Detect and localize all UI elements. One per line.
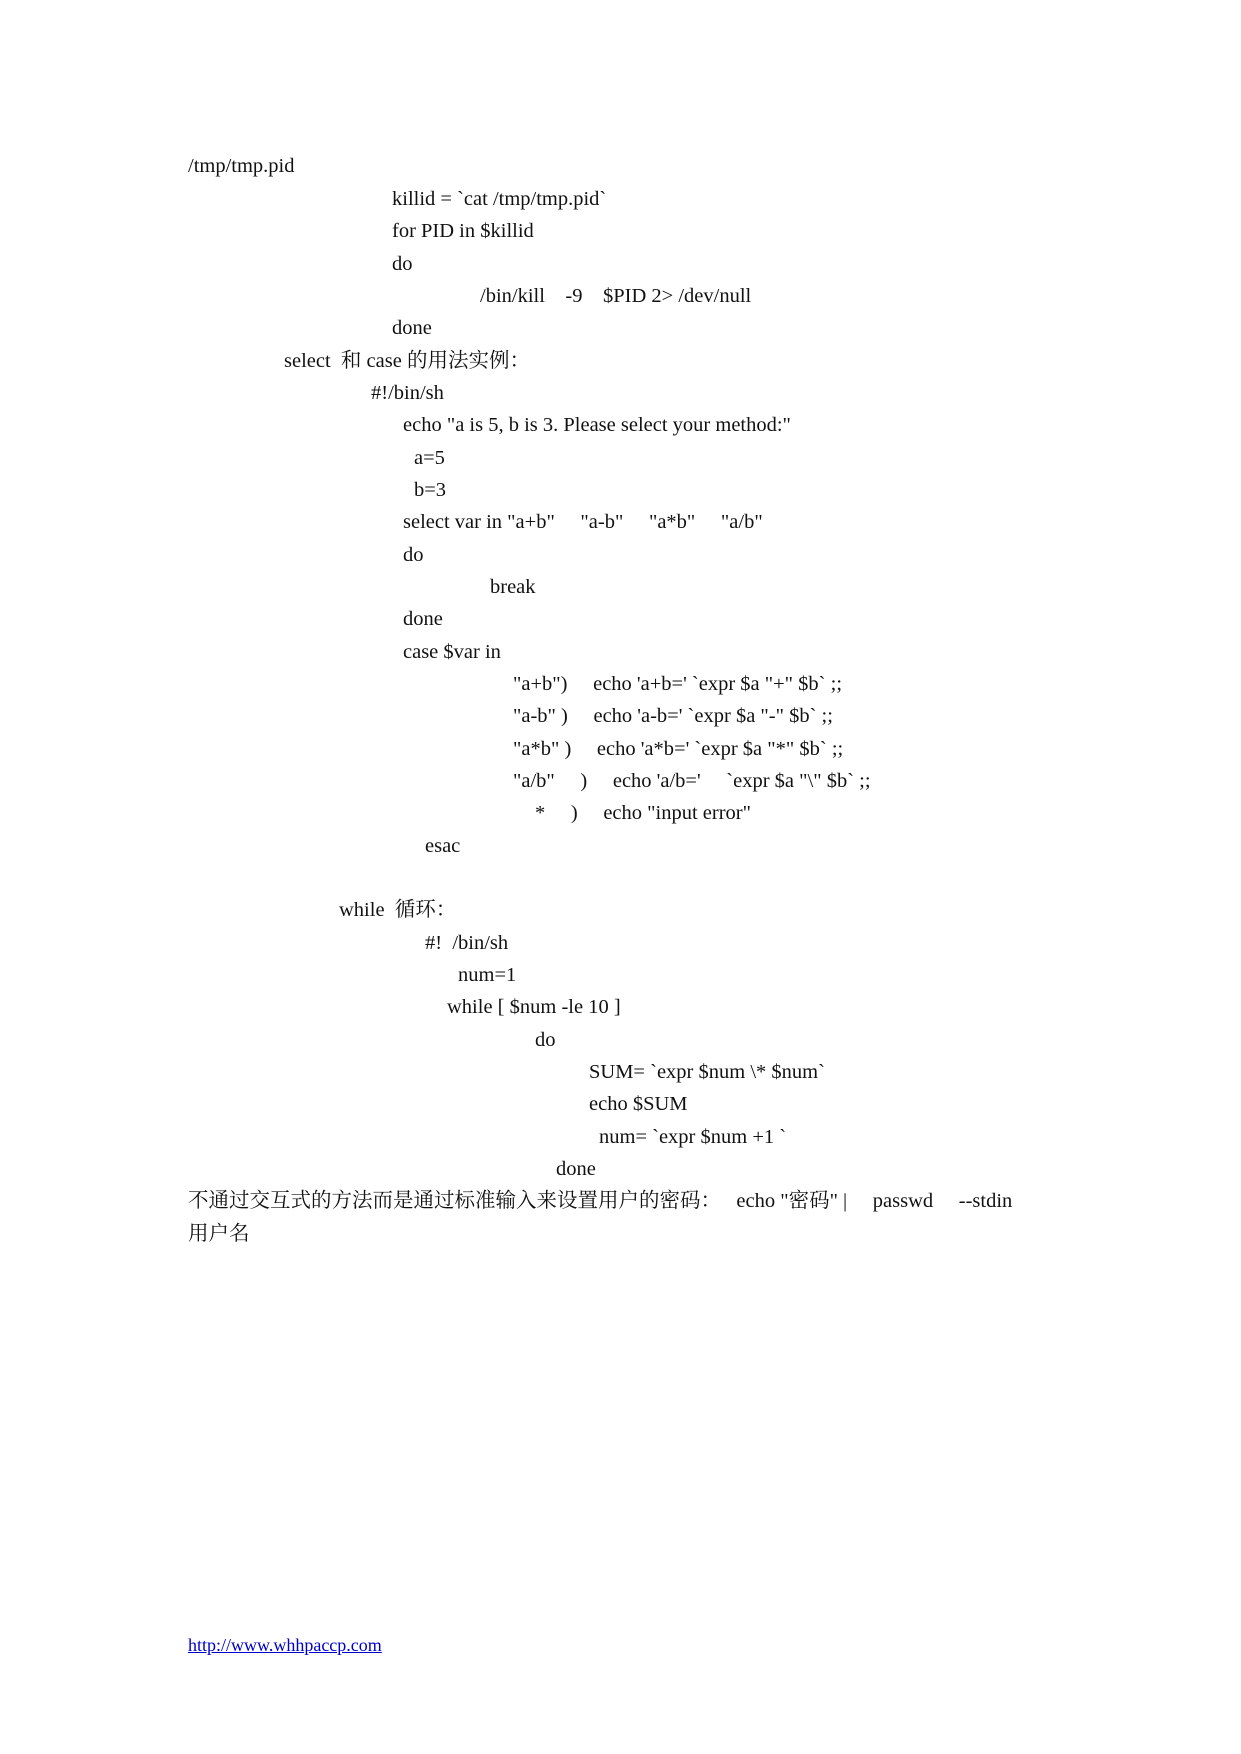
code-line: a=5	[414, 447, 445, 469]
code-line: echo $SUM	[589, 1093, 688, 1115]
code-line: "a+b") echo 'a+b=' `expr $a "+" $b` ;;	[513, 673, 843, 695]
code-line: #! /bin/sh	[425, 932, 509, 954]
section-heading-while: while 循环：	[339, 899, 457, 921]
code-line: * ) echo "input error"	[535, 802, 751, 824]
code-line: do	[392, 253, 413, 275]
code-line: "a-b" ) echo 'a-b=' `expr $a "-" $b` ;;	[513, 705, 833, 727]
code-line: "a*b" ) echo 'a*b=' `expr $a "*" $b` ;;	[513, 738, 844, 760]
code-line: "a/b" ) echo 'a/b=' `expr $a "\" $b` ;;	[513, 770, 871, 792]
section-heading-select-case: select 和 case 的用法实例：	[284, 350, 530, 372]
code-line: done	[556, 1158, 596, 1180]
code-line: while [ $num -le 10 ]	[447, 996, 621, 1018]
code-line: killid = `cat /tmp/tmp.pid`	[392, 188, 607, 210]
body-text: 用户名	[188, 1223, 250, 1245]
code-line: /bin/kill -9 $PID 2> /dev/null	[480, 285, 752, 307]
code-line: case $var in	[403, 641, 501, 663]
code-line: esac	[425, 835, 461, 857]
code-line: do	[535, 1029, 556, 1051]
code-line: for PID in $killid	[392, 220, 534, 242]
code-line: b=3	[414, 479, 447, 501]
code-line: num=1	[458, 964, 517, 986]
code-line: done	[392, 317, 432, 339]
code-line: /tmp/tmp.pid	[188, 155, 295, 177]
code-line: num= `expr $num +1 `	[599, 1126, 787, 1148]
code-line: break	[490, 576, 536, 598]
code-line: select var in "a+b" "a-b" "a*b" "a/b"	[403, 511, 763, 533]
code-line: done	[403, 608, 443, 630]
code-line: do	[403, 544, 424, 566]
code-line: SUM= `expr $num \* $num`	[589, 1061, 825, 1083]
body-text: 不通过交互式的方法而是通过标准输入来设置用户的密码： echo "密码" | passwd --stdin	[188, 1190, 1013, 1212]
code-line: echo "a is 5, b is 3. Please select your method:"	[403, 414, 791, 436]
footer-website-link[interactable]: http://www.whhpaccp.com	[188, 1635, 382, 1655]
code-line: #!/bin/sh	[371, 382, 444, 404]
